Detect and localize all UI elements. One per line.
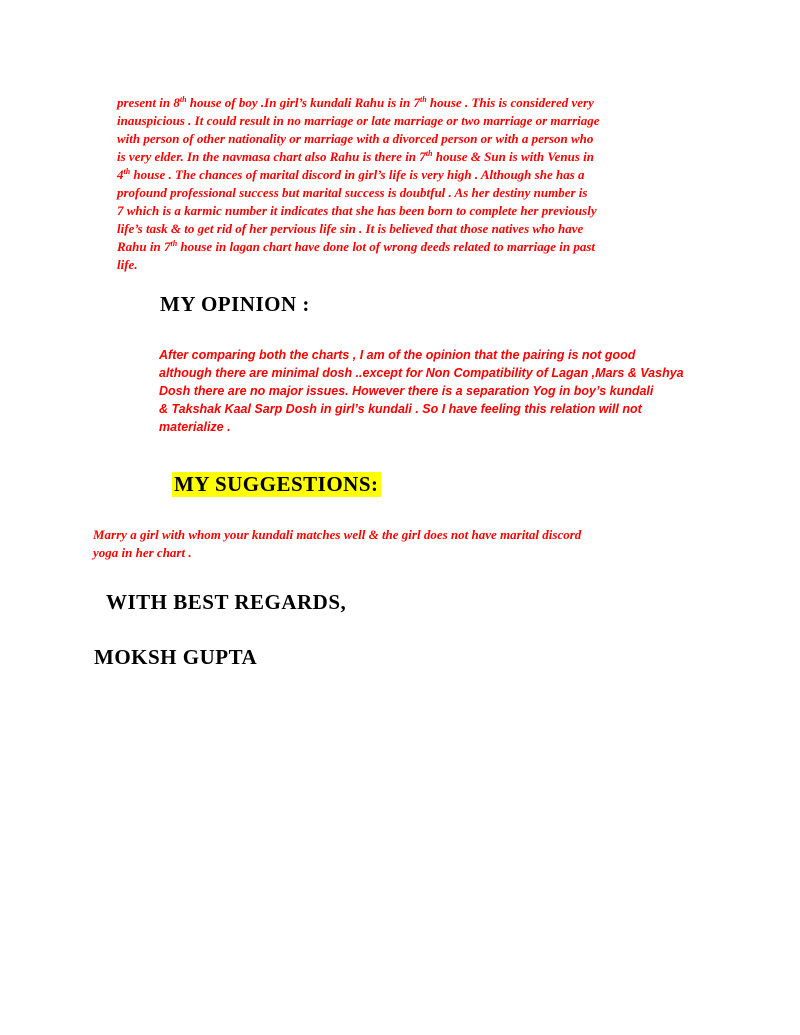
paragraph-line: is very elder. In the navmasa chart also Rahu is there in 7th house & Sun is with Venus in xyxy=(117,149,594,164)
analysis-paragraph xyxy=(117,94,717,274)
paragraph-line: Marry a girl with whom your kundali matches well & the girl does not have marital discord xyxy=(93,527,582,542)
paragraph-line: Dosh there are no major issues. However there is a separation Yog in boy’s kundali xyxy=(159,384,654,398)
signature-name: MOKSH GUPTA xyxy=(94,645,258,669)
paragraph-line: present in 8th house of boy .In girl’s kundali Rahu is in 7th house . This is considered very xyxy=(117,95,594,110)
opinion-heading: MY OPINION : xyxy=(160,292,310,316)
paragraph-line: yoga in her chart . xyxy=(93,545,192,560)
paragraph-line: inauspicious . It could result in no marriage or late marriage or two marriage or marriage xyxy=(117,113,600,128)
paragraph-line: profound professional success but marital success is doubtful . As her destiny number is xyxy=(117,185,588,200)
suggestions-heading: MY SUGGESTIONS: xyxy=(174,472,379,496)
paragraph-line: life. xyxy=(117,257,138,272)
paragraph-line: Rahu in 7th house in lagan chart have done lot of wrong deeds related to marriage in past xyxy=(117,239,595,254)
paragraph-line: 7 which is a karmic number it indicates that she has been born to complete her previously xyxy=(117,203,597,218)
paragraph-line: materialize . xyxy=(159,420,231,434)
paragraph-line: & Takshak Kaal Sarp Dosh in girl’s kundali . So I have feeling this relation will not xyxy=(159,402,642,416)
paragraph-line: with person of other nationality or marriage with a divorced person or with a person who xyxy=(117,131,594,146)
suggestions-paragraph xyxy=(93,526,713,562)
closing-regards: WITH BEST REGARDS, xyxy=(106,590,347,614)
paragraph-line: 4th house . The chances of marital discord in girl’s life is very high . Although she has a xyxy=(117,167,585,182)
paragraph-line: After comparing both the charts , I am of the opinion that the pairing is not good xyxy=(159,348,636,362)
paragraph-line: life’s task & to get rid of her pervious life sin . It is believed that those natives who have xyxy=(117,221,584,236)
paragraph-line: although there are minimal dosh ..except for Non Compatibility of Lagan ,Mars & Vashya xyxy=(159,366,684,380)
opinion-paragraph xyxy=(159,346,719,436)
